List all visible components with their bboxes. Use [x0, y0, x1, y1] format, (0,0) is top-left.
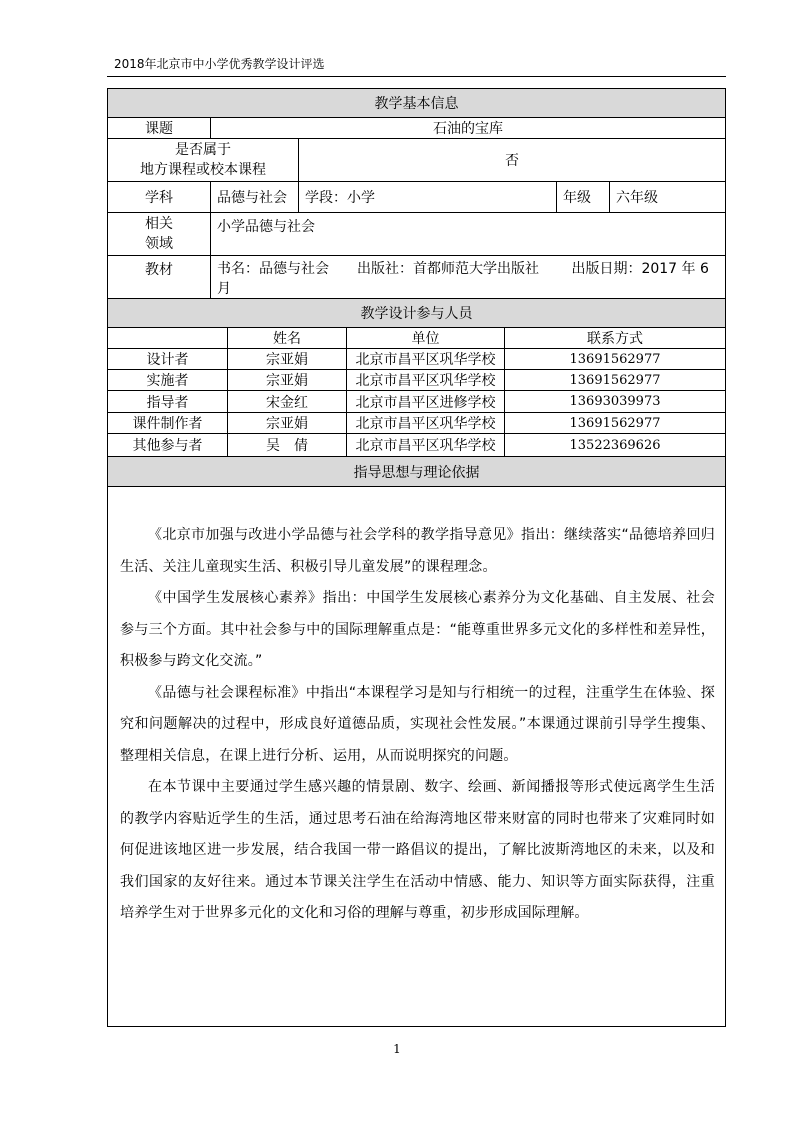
participant-role: 指导者: [107, 390, 228, 413]
participant-unit: 北京市昌平区巩华学校: [346, 433, 505, 457]
subject-value: 品德与社会: [210, 181, 299, 213]
participant-phone: 13691562977: [504, 412, 726, 434]
local-course-value: 否: [298, 138, 726, 182]
participant-phone: 13522369626: [504, 433, 726, 457]
participant-phone: 13691562977: [504, 369, 726, 391]
lesson-value: 石油的宝库: [210, 117, 726, 139]
textbook-line1: 书名：品德与社会 出版社：首都师范大学出版社 出版日期：2017 年 6: [217, 261, 709, 277]
page-header: 2018年北京市中小学优秀教学设计评选: [114, 57, 325, 71]
header-name: 姓名: [227, 327, 347, 349]
local-course-label-line1: 是否属于: [175, 142, 231, 158]
page-number: 1: [393, 1042, 401, 1056]
field-value: 小学品德与社会: [210, 212, 726, 256]
lesson-label: 课题: [107, 117, 211, 139]
guidance-title: 指导思想与理论依据: [107, 456, 726, 487]
grade-value: 六年级: [609, 181, 726, 213]
participant-phone: 13691562977: [504, 348, 726, 370]
subject-label: 学科: [107, 181, 211, 213]
textbook-line2: 月: [217, 281, 231, 297]
participant-role: 课件制作者: [107, 412, 228, 434]
participant-name: 吴 倩: [227, 433, 347, 457]
stage-value: 学段：小学: [298, 181, 557, 213]
participants-title: 教学设计参与人员: [107, 298, 726, 328]
participant-role: 其他参与者: [107, 433, 228, 457]
participant-name: 宗亚娟: [227, 348, 347, 370]
participant-unit: 北京市昌平区巩华学校: [346, 369, 505, 391]
participant-name: 宋金红: [227, 390, 347, 413]
guidance-paragraph: 在本节课中主要通过学生感兴趣的情景剧、数字、绘画、新闻播报等形式使远离学生生活的教学内容贴近学生的生活，通过思考石油在给海湾地区带来财富的同时也带来了灾难同时如何促进该地区进一步发展，结合我国一带一路倡议的提出，了解比波斯湾地区的未来，以及和我们国家的友好往来。通过本节课关注学生在活动中情感、能力、知识等方面实际获得，注重培养学生对于世界多元化的文化和习俗的理解与尊重，初步形成国际理解。: [120, 779, 715, 921]
textbook-label: 教材: [107, 255, 211, 299]
guidance-paragraph: 《品德与社会课程标准》中指出“本课程学习是知与行相统一的过程，注重学生在体验、探究和问题解决的过程中，形成良好道德品质，实现社会性发展。”本课通过课前引导学生搜集、整理相关信息，在课上进行分析、运用，从而说明探究的问题。: [120, 684, 715, 764]
textbook-value: [210, 255, 726, 299]
local-course-label: [107, 138, 299, 182]
local-course-label-line2: 地方课程或校本课程: [140, 162, 266, 178]
participant-name: 宗亚娟: [227, 369, 347, 391]
grade-label: 年级: [556, 181, 610, 213]
guidance-paragraph: 《中国学生发展核心素养》指出：中国学生发展核心素养分为文化基础、自主发展、社会参与三个方面。其中社会参与中的国际理解重点是：“能尊重世界多元文化的多样性和差异性，积极参与跨文化交流。”: [120, 590, 715, 669]
guidance-paragraph: 《北京市加强与改进小学品德与社会学科的教学指导意见》指出：继续落实“品德培养回归生活、关注儿童现实生活、积极引导儿童发展”的课程理念。: [120, 527, 715, 575]
participant-name: 宗亚娟: [227, 412, 347, 434]
basic-info-title: 教学基本信息: [107, 88, 726, 118]
field-label: [107, 212, 211, 256]
participant-unit: 北京市昌平区巩华学校: [346, 412, 505, 434]
participant-role: 实施者: [107, 369, 228, 391]
participant-unit: 北京市昌平区进修学校: [346, 390, 505, 413]
participants-header-empty: [107, 327, 228, 349]
header-unit: 单位: [346, 327, 505, 349]
participant-unit: 北京市昌平区巩华学校: [346, 348, 505, 370]
field-label-line1: 相关: [145, 216, 173, 232]
field-label-line2: 领域: [145, 236, 173, 252]
guidance-text-box: [107, 486, 726, 1027]
header-contact: 联系方式: [504, 327, 726, 349]
participant-phone: 13693039973: [504, 390, 726, 413]
participant-role: 设计者: [107, 348, 228, 370]
header-divider: [107, 76, 726, 77]
